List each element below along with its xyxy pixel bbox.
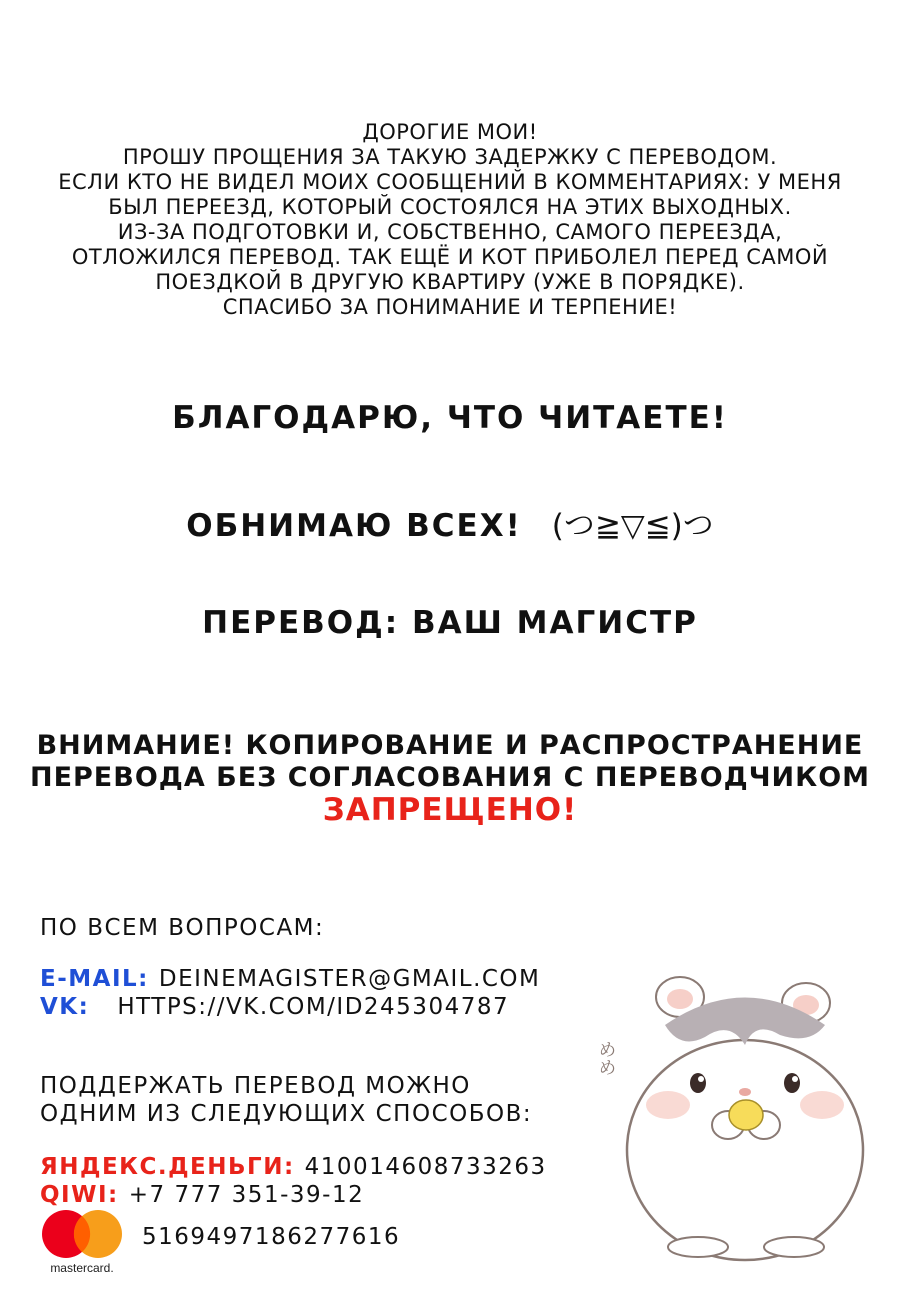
intro-line: ПОЕЗДКОЙ В ДРУГУЮ КВАРТИРУ (УЖЕ В ПОРЯДКЕ).	[155, 270, 745, 294]
intro-line: ОТЛОЖИЛСЯ ПЕРЕВОД. ТАК ЕЩЁ И КОТ ПРИБОЛЕЛ ПЕРЕД САМОЙ	[71, 245, 829, 269]
qiwi-row	[40, 1181, 547, 1209]
mastercard-logo-icon	[36, 1208, 132, 1274]
vk-link[interactable]: HTTPS://VK.COM/ID245304787	[117, 994, 510, 1020]
translator-credit: ПЕРЕВОД: ВАШ МАГИСТР	[202, 605, 698, 641]
qiwi-number: +7 777 351-39-12	[128, 1182, 365, 1208]
yandex-account: 410014608733263	[304, 1154, 547, 1180]
support-heading	[40, 1072, 532, 1128]
vk-row	[40, 993, 540, 1021]
copy-warning	[0, 730, 900, 826]
yandex-label: ЯНДЕКС.ДЕНЬГИ:	[40, 1154, 295, 1180]
intro-message	[0, 120, 900, 320]
contacts-block	[40, 965, 540, 1021]
hamster-icon	[580, 965, 880, 1265]
card-number: 5169497186277616	[142, 1224, 401, 1250]
questions-heading: ПО ВСЕМ ВОПРОСАМ:	[40, 915, 325, 941]
intro-line: СПАСИБО ЗА ПОНИМАНИЕ И ТЕРПЕНИЕ!	[222, 295, 678, 319]
intro-line: ЕСЛИ КТО НЕ ВИДЕЛ МОИХ СООБЩЕНИЙ В КОММЕНТАРИЯХ: У МЕНЯ	[58, 170, 842, 194]
intro-line: ИЗ-ЗА ПОДГОТОВКИ И, СОБСТВЕННО, САМОГО ПЕРЕЕЗДА,	[117, 220, 783, 244]
payment-methods	[40, 1153, 547, 1209]
forbidden-label: ЗАПРЕЩЕНО!	[322, 792, 578, 828]
hugs-text: ОБНИМАЮ ВСЕХ!	[186, 508, 522, 544]
warning-line: ВНИМАНИЕ! КОПИРОВАНИЕ И РАСПРОСТРАНЕНИЕ	[36, 730, 864, 761]
hugs-heading	[0, 500, 900, 545]
thanks-heading: БЛАГОДАРЮ, ЧТО ЧИТАЕТЕ!	[172, 400, 728, 436]
yandex-row	[40, 1153, 547, 1181]
hugs-emoticon: (つ≧▽≦)つ	[551, 508, 714, 544]
vk-label: VK:	[40, 994, 90, 1020]
intro-line: ДОРОГИЕ МОИ!	[362, 120, 538, 144]
mastercard-wordmark: mastercard.	[50, 1261, 114, 1274]
card-row	[36, 1208, 456, 1278]
warning-line: ПЕРЕВОДА БЕЗ СОГЛАСОВАНИЯ С ПЕРЕВОДЧИКОМ	[29, 762, 871, 793]
email-row	[40, 965, 540, 993]
intro-line: ПРОШУ ПРОЩЕНИЯ ЗА ТАКУЮ ЗАДЕРЖКУ С ПЕРЕВОДОМ.	[122, 145, 778, 169]
qiwi-label: QIWI:	[40, 1182, 119, 1208]
support-line: ОДНИМ ИЗ СЛЕДУЮЩИХ СПОСОБОВ:	[40, 1101, 533, 1127]
intro-line: БЫЛ ПЕРЕЕЗД, КОТОРЫЙ СОСТОЯЛСЯ НА ЭТИХ ВЫХОДНЫХ.	[108, 195, 792, 219]
munch-sound-text: めめ	[595, 1040, 617, 1076]
email-label: E-MAIL:	[40, 966, 149, 992]
support-line: ПОДДЕРЖАТЬ ПЕРЕВОД МОЖНО	[40, 1073, 471, 1099]
email-link[interactable]: DEINEMAGISTER@GMAIL.COM	[158, 966, 541, 992]
